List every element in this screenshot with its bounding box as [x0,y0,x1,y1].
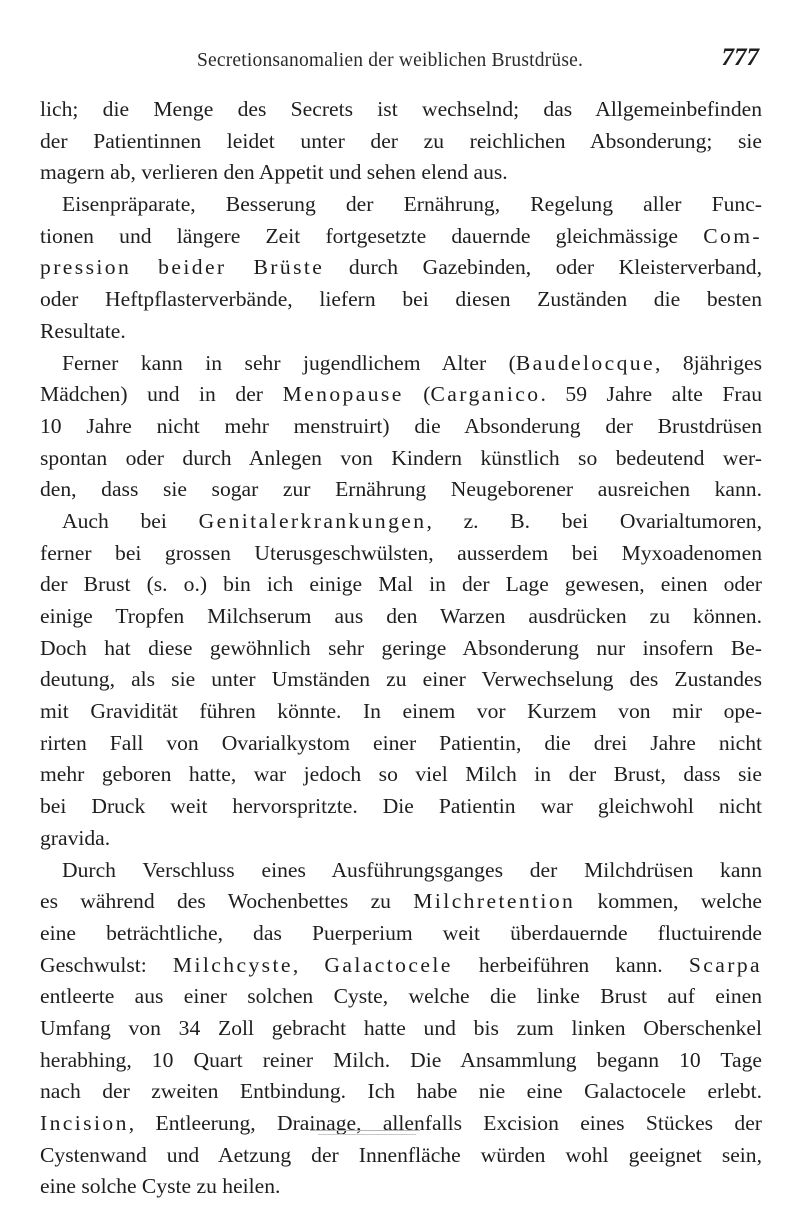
text-line [40,126,762,158]
text-line [40,94,762,126]
text-run: , [292,952,325,977]
text-run-spaced: Com- [703,223,762,248]
text-line [40,443,762,475]
text-run: , z. B. bei Ovarialtumoren, [426,508,762,533]
text-run-spaced: Baudelocque [515,350,655,375]
text-run: , 8jähriges [654,350,762,375]
text-run-spaced: pression beider Brüste [40,255,325,280]
text-run: , Entleerung, Drainage, allenfalls Excision eines Stückes der [128,1111,762,1135]
text-run: Resultate. [40,318,126,343]
text-run: Mädchen) und in der [40,382,283,407]
text-line [40,411,762,443]
text-line [40,157,762,189]
text-run: Ferner kann in sehr jugendlichem Alter ( [62,350,516,375]
footer-rule-secondary [318,1134,416,1135]
text-run: Doch hat diese gewöhnlich sehr geringe Absonderung nur insofern Be- [40,635,762,660]
text-run: deutung, als sie unter Umständen zu einer Verwechselung des Zustandes [40,667,762,692]
text-run: mehr geboren hatte, war jedoch so viel Milch in der Brust, dass sie [40,762,762,787]
text-line [40,348,762,380]
text-run-spaced: Genitalerkrankungen [198,508,427,533]
text-run: Auch bei [62,508,199,533]
text-line [40,918,762,950]
text-line [40,981,762,1013]
text-run: eine solche Cyste zu heilen. [40,1174,281,1199]
text-run: gravida. [40,825,111,850]
text-line [40,1045,762,1077]
text-line [40,1140,762,1172]
text-line [40,633,762,665]
page-number: 777 [721,44,759,71]
text-line [40,728,762,760]
text-line [40,823,762,855]
text-run: bei Druck weit hervorspritzte. Die Patientin war gleichwohl nicht [40,794,762,819]
text-run: Eisenpräparate, Besserung der Ernährung, Regelung aller Func- [62,192,762,217]
text-line [40,696,762,728]
text-line [40,284,762,316]
text-run: Cystenwand und Aetzung der Innenfläche würden wohl geeignet sein, [40,1142,762,1167]
text-run: der Patientinnen leidet unter der zu reichlichen Absonderung; sie [40,128,762,153]
text-line [40,252,762,284]
text-run: spontan oder durch Anlegen von Kindern künstlich so bedeutend wer- [40,445,762,470]
text-run: 10 Jahre nicht mehr menstruirt) die Absonderung der Brustdrüsen [40,413,762,438]
text-line [40,316,762,348]
text-line [40,379,762,411]
text-line [40,759,762,791]
text-run: ferner bei grossen Uterusgeschwülsten, ausserdem bei Myxoadenomen [40,540,762,565]
text-line [40,886,762,918]
text-line [40,538,762,570]
text-run: . 59 Jahre alte Frau [540,382,762,407]
text-run: es während des Wochenbettes zu [40,889,414,914]
text-line [40,569,762,601]
text-run: der Brust (s. o.) bin ich einige Mal in der Lage gewesen, einen oder [40,572,762,597]
text-run: durch Gazebinden, oder Kleisterverband, [324,255,762,280]
text-run: herabhing, 10 Quart reiner Milch. Die Ansammlung begann 10 Tage [40,1047,762,1072]
text-run: Umfang von 34 Zoll gebracht hatte und bis zum linken Oberschenkel [40,1015,762,1040]
text-run: nach der zweiten Entbindung. Ich habe nie eine Galactocele erlebt. [40,1079,762,1104]
text-run: magern ab, verlieren den Appetit und sehen elend aus. [40,160,508,185]
text-run: entleerte aus einer solchen Cyste, welche die linke Brust auf einen [40,984,762,1009]
text-line [40,1013,762,1045]
text-run-spaced: Galactocele [324,952,453,977]
text-run: ( [403,382,431,407]
text-line [40,1171,762,1203]
text-line [40,221,762,253]
text-run-spaced: Carganico [430,382,541,407]
text-line [40,855,762,887]
text-run-spaced: Menopause [282,382,404,407]
text-run-spaced: Milchretention [413,889,576,914]
text-run: kommen, welche [575,889,762,914]
text-run: Durch Verschluss eines Ausführungsganges der Milchdrüsen kann [62,857,762,882]
text-run: den, dass sie sogar zur Ernährung Neugeborener ausreichen kann. [40,477,762,502]
text-line [40,950,762,982]
text-run-spaced: Scarpa [688,952,762,977]
text-run: rirten Fall von Ovarialkystom einer Patientin, die drei Jahre nicht [40,730,762,755]
text-run: tionen und längere Zeit fortgesetzte dauernde gleichmässige [40,223,704,248]
text-line [40,791,762,823]
text-run: Geschwulst: [40,952,173,977]
text-line [40,189,762,221]
text-run: eine beträchtliche, das Puerperium weit überdauernde fluctuirende [40,920,762,945]
text-line [40,664,762,696]
body-text [40,94,762,1203]
text-run: oder Heftpflasterverbände, liefern bei diesen Zuständen die besten [40,287,762,312]
text-run: herbeiführen kann. [452,952,689,977]
text-line [40,474,762,506]
text-run: einige Tropfen Milchserum aus den Warzen ausdrücken zu können. [40,604,762,628]
text-run: mit Gravidität führen könnte. In einem vor Kurzem von mir ope- [40,699,762,724]
text-line [40,1076,762,1108]
running-head: Secretionsanomalien der weiblichen Brustdrüse. [196,50,584,71]
text-run: lich; die Menge des Secrets ist wechselnd; das Allgemeinbefinden [40,97,762,121]
text-line [40,506,762,538]
footer-rule [310,1130,420,1131]
text-line [40,601,762,633]
text-run-spaced: Milchcyste [172,952,293,977]
text-run-spaced: Incision [40,1111,129,1135]
